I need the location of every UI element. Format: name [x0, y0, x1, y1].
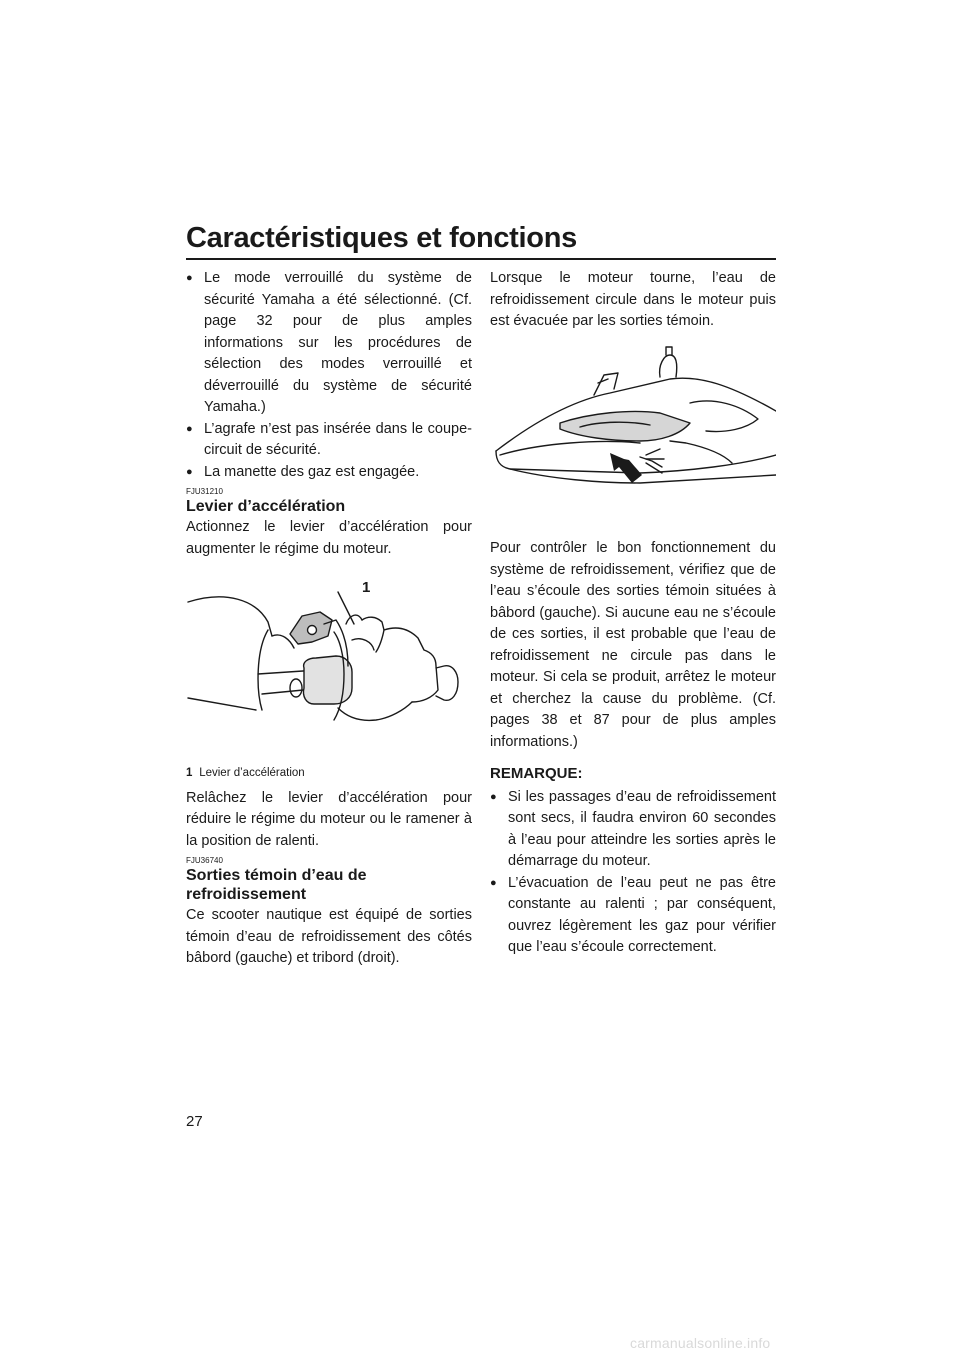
bullet-item: ● La manette des gaz est engagée.: [186, 462, 472, 484]
section-heading: Sorties témoin d’eau de refroidissement: [186, 867, 367, 903]
throttle-lever-figure: [186, 570, 472, 780]
throttle-lever-illustration: [186, 570, 472, 756]
body-text: Relâchez le levier d’accélération pour réduire le régime du moteur ou le ramener à la position de ralenti.: [186, 789, 472, 849]
bullet-item: ● Le mode verrouillé du système de sécurité Yamaha a été sélectionné. (Cf. page 32 pour de plus amples informations sur les procédures de sélection des modes verrouillé et déverrouillé du système de sécurité Yamaha.): [186, 270, 472, 415]
title-divider: [186, 258, 776, 260]
note-item: ● Si les passages d’eau de refroidissement sont secs, il faudra environ 60 secondes à l’eau pour atteindre les sorties après le démarrage du moteur.: [490, 788, 776, 869]
section-text: Actionnez le levier d’accélération pour augmenter le régime du moteur.: [186, 519, 472, 557]
section-text: Ce scooter nautique est équipé de sorties témoin d’eau de refroidissement des côtés bâbord (gauche) et tribord (droit).: [186, 907, 472, 966]
bullet-item: ● L’agrafe n’est pas insérée dans le coupe-circuit de sécurité.: [186, 420, 472, 458]
section-heading: Levier d’accélération: [186, 498, 346, 515]
outlet-pointer-arrow-icon: [610, 453, 642, 483]
page-title: Caractéristiques et fonctions: [186, 222, 577, 254]
page-number: 27: [186, 1113, 203, 1130]
section-code: FJU36740: [186, 856, 223, 865]
figure-callout-1: 1: [362, 579, 371, 596]
body-text: Lorsque le moteur tourne, l’eau de refroidissement circule dans le moteur puis est évacuée par les sorties témoin.: [490, 270, 776, 329]
bullet-icon: ●: [186, 272, 193, 284]
cooling-outlet-figure: [490, 343, 776, 531]
bullet-icon: ●: [490, 790, 497, 803]
bullet-icon: ●: [186, 465, 193, 478]
body-text: Pour contrôler le bon fonctionnement du système de refroidissement, vérifiez que de l’eau s’écoule des sorties témoin situées à bâbord (gauche). Si aucune eau ne s’écoule de ces sorties, il est probable que l’eau de refroidissement ne circule pas dans le moteur. Si cela se produit, arrêtez le moteur et cherchez la cause du problème. (Cf. pages 38 et 87 pour de plus amples informations.): [490, 540, 776, 750]
figure-caption: 1 Levier d’accélération: [186, 766, 305, 779]
left-column: [186, 268, 472, 970]
watercraft-illustration: [490, 343, 776, 523]
bullet-icon: ●: [186, 422, 193, 435]
section-code: FJU31210: [186, 487, 223, 496]
watermark: carmanualsonline.info: [630, 1335, 771, 1351]
note-title: REMARQUE:: [490, 765, 583, 782]
right-column: [490, 268, 776, 959]
bullet-icon: ●: [490, 876, 497, 889]
note-item: ● L’évacuation de l’eau peut ne pas être constante au ralenti ; par conséquent, ouvrez légèrement les gaz pour vérifier que l’eau s’écoule correctement.: [490, 874, 776, 955]
